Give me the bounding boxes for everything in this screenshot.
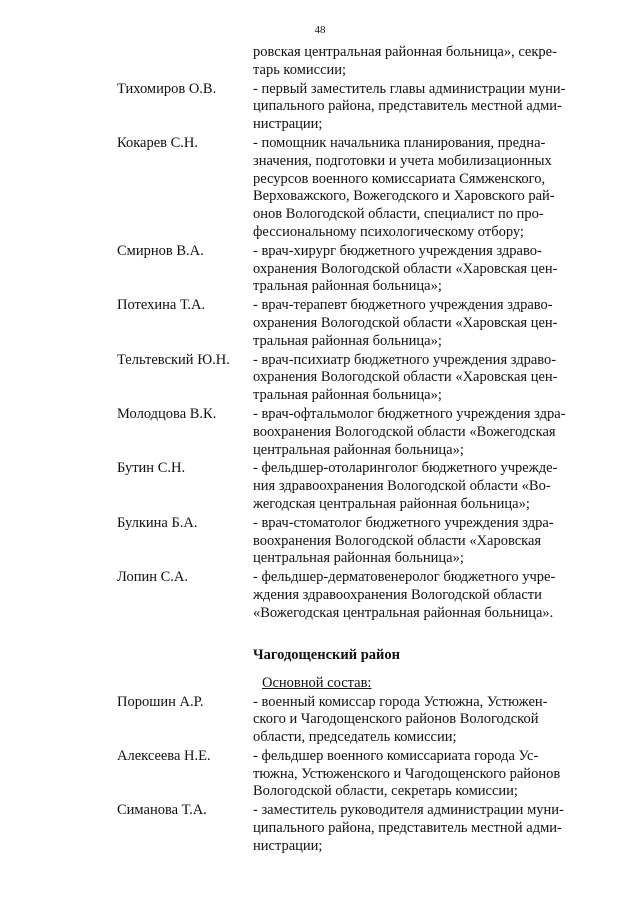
member-name: Алексеева Н.Е. <box>117 747 211 764</box>
member-name: Кокарев С.Н. <box>117 134 199 151</box>
text-line: - заместитель руководителя администрации муни- <box>253 802 564 819</box>
member-entry <box>0 569 640 622</box>
text-line: фессиональному психологическому отбору; <box>253 223 524 240</box>
text-line: тральная районная больница»; <box>253 332 442 349</box>
text-line: - врач-стоматолог бюджетного учреждения здра- <box>253 514 554 531</box>
page-number: 48 <box>314 24 326 36</box>
member-entry <box>0 81 640 134</box>
member-name: Булкина Б.А. <box>117 514 198 531</box>
text-line: - фельдшер-дерматовенеролог бюджетного учре- <box>253 569 556 586</box>
subsection-title: Основной состав: <box>262 674 372 691</box>
member-description <box>253 243 578 296</box>
text-line: ния здравоохранения Вологодской области «Во- <box>253 478 551 495</box>
text-line: онов Вологодской области, специалист по про- <box>253 206 544 223</box>
member-description <box>253 135 578 242</box>
text-line: воохранения Вологодской области «Вожегодская <box>253 423 556 440</box>
member-entry <box>0 460 640 513</box>
member-description <box>253 802 578 855</box>
text-line: - врач-хирург бюджетного учреждения здраво- <box>253 242 542 259</box>
commission-list-2 <box>0 694 640 856</box>
text-line: Вологодской области, секретарь комиссии; <box>253 783 518 800</box>
member-entry <box>0 406 640 459</box>
member-description <box>253 748 578 801</box>
text-line: охранения Вологодской области «Харовская цен- <box>253 260 558 277</box>
member-name: Порошин А.Р. <box>117 693 204 710</box>
text-line: тарь комиссии; <box>253 61 347 78</box>
text-line: - первый заместитель главы администрации муни- <box>253 80 566 97</box>
text-line: - врач-терапевт бюджетного учреждения здраво- <box>253 297 553 314</box>
text-line: - врач-офтальмолог бюджетного учреждения здра- <box>253 405 566 422</box>
continuation-text <box>0 44 640 80</box>
text-line: воохранения Вологодской области «Харовская <box>253 532 542 549</box>
member-description <box>253 460 578 513</box>
text-line: области, председатель комиссии; <box>253 729 457 746</box>
member-name: Потехина Т.А. <box>117 297 206 314</box>
text-line: центральная районная больница»; <box>253 550 464 567</box>
text-line: центральная районная больница»; <box>253 441 464 458</box>
member-entry <box>0 694 640 747</box>
member-description <box>253 406 578 459</box>
text-line: Верховажского, Вожегодского и Харовского рай- <box>253 188 555 205</box>
member-entry <box>0 135 640 242</box>
member-entry <box>0 243 640 296</box>
text-line: «Вожегодская центральная районная больница». <box>253 604 554 621</box>
member-name: Молодцова В.К. <box>117 405 217 422</box>
member-entry <box>0 515 640 568</box>
text-line: охранения Вологодской области «Харовская цен- <box>253 369 558 386</box>
text-line: нистрации; <box>253 116 323 133</box>
text-line: - фельдшер-отоларинголог бюджетного учрежде- <box>253 460 558 477</box>
text-line: жегодская центральная районная больница»; <box>253 495 530 512</box>
member-entry <box>0 748 640 801</box>
text-line: - помощник начальника планирования, предна- <box>253 134 546 151</box>
continuation-description <box>253 44 578 80</box>
member-description <box>253 297 578 350</box>
member-name: Тихомиров О.В. <box>117 80 217 97</box>
member-description <box>253 694 578 747</box>
member-description <box>253 352 578 405</box>
member-entry <box>0 802 640 855</box>
text-line: - фельдшер военного комиссариата города Ус- <box>253 747 539 764</box>
text-line: тральная районная больница»; <box>253 387 442 404</box>
member-entry <box>0 352 640 405</box>
member-description <box>253 81 578 134</box>
member-name: Бутин С.Н. <box>117 460 186 477</box>
member-name: Смирнов В.А. <box>117 242 204 259</box>
document-body <box>0 44 640 857</box>
text-line: тюжна, Устюженского и Чагодощенского районов <box>253 765 561 782</box>
member-description <box>253 515 578 568</box>
member-name: Симанова Т.А. <box>117 802 207 819</box>
text-line: охранения Вологодской области «Харовская цен- <box>253 314 558 331</box>
text-line: ресурсов военного комиссариата Сямженского, <box>253 170 546 187</box>
section-title: Чагодощенский район <box>253 646 400 663</box>
member-entry <box>0 297 640 350</box>
text-line: нистрации; <box>253 837 323 854</box>
text-line: ждения здравоохранения Вологодской области <box>253 586 542 603</box>
member-name: Лопин С.А. <box>117 569 189 586</box>
text-line: - врач-психиатр бюджетного учреждения здраво- <box>253 351 557 368</box>
commission-list-1 <box>0 81 640 623</box>
member-name: Тельтевский Ю.Н. <box>117 351 230 368</box>
text-line: тральная районная больница»; <box>253 278 442 295</box>
text-line: значения, подготовки и учета мобилизационных <box>253 152 552 169</box>
text-line: ского и Чагодощенского районов Вологодской <box>253 711 539 728</box>
member-description <box>253 569 578 622</box>
text-line: ровская центральная районная больница», секре- <box>253 44 557 60</box>
text-line: - военный комиссар города Устюжна, Устюжен- <box>253 693 548 710</box>
text-line: ципального района, представитель местной адми- <box>253 98 562 115</box>
text-line: ципального района, представитель местной адми- <box>253 820 562 837</box>
